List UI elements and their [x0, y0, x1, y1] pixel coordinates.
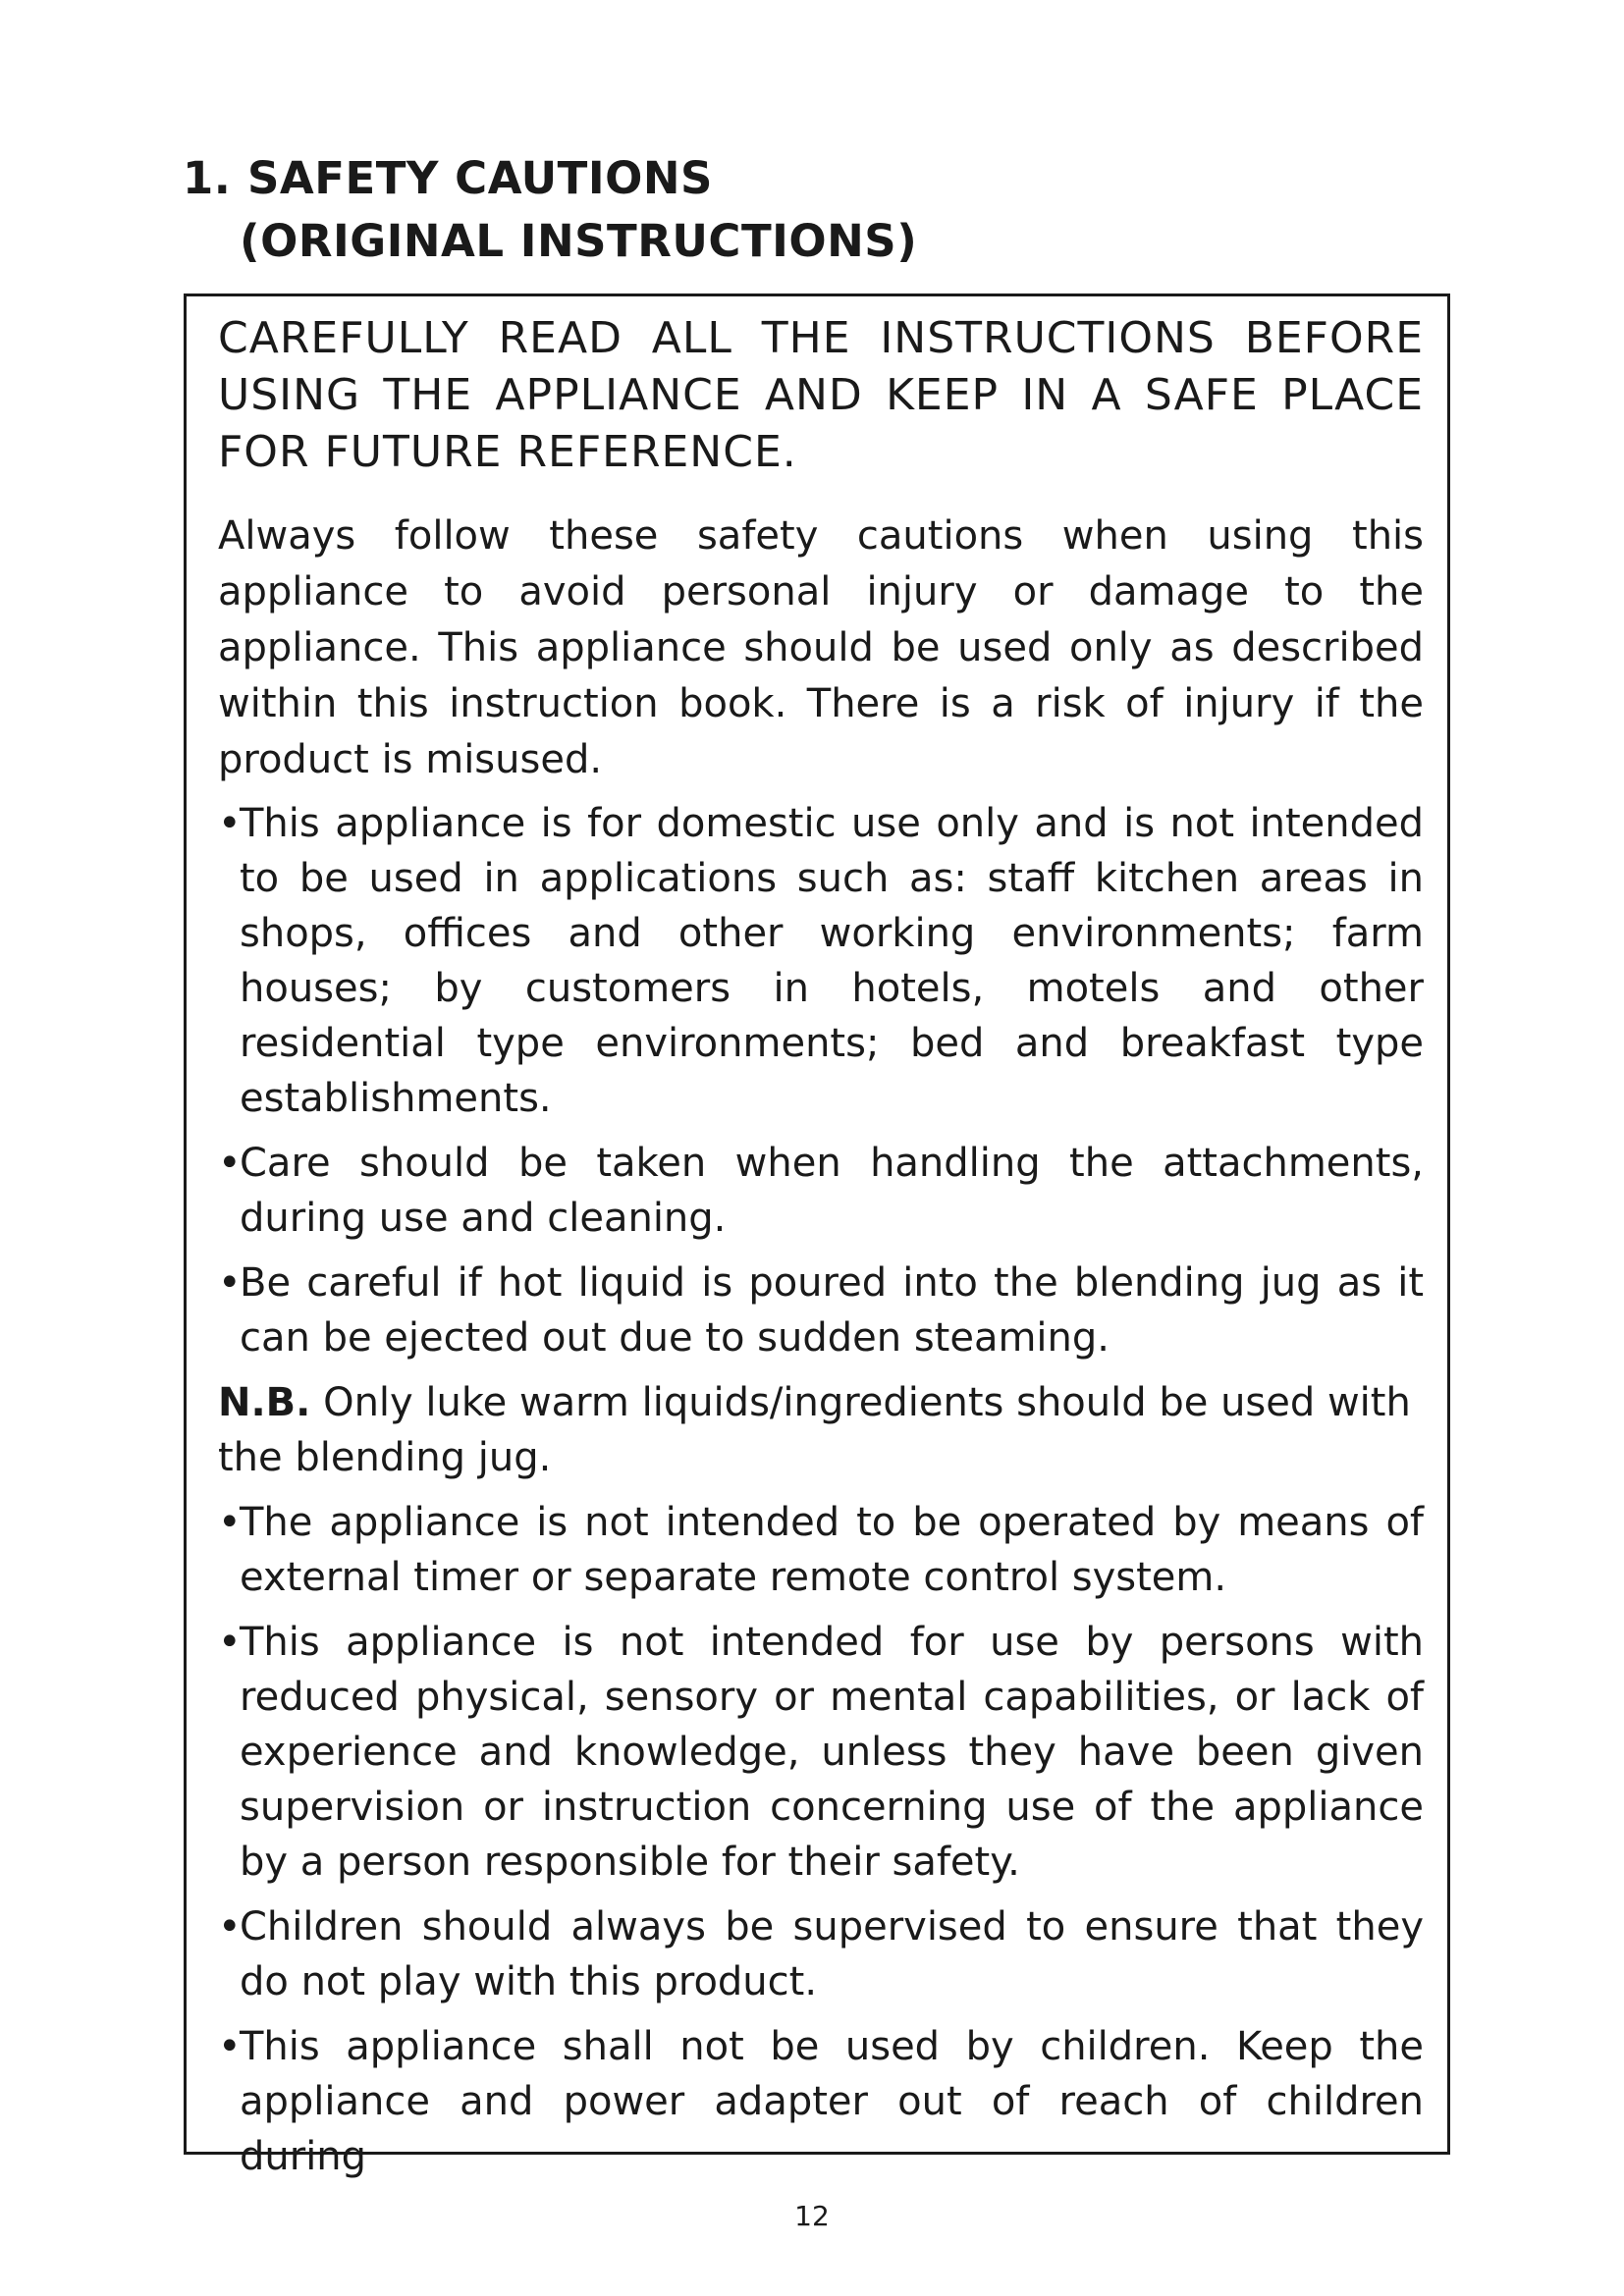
bullet-list-a — [218, 796, 1424, 1365]
list-item — [218, 1495, 1424, 1605]
bullet-icon: • — [218, 2024, 242, 2069]
bullet-icon: • — [218, 1904, 242, 1949]
section-heading — [183, 147, 917, 273]
section-number: 1. — [183, 152, 232, 204]
bullet-icon: • — [218, 1141, 242, 1186]
bullet-icon: • — [218, 1620, 242, 1665]
intro-paragraph: Always follow these safety cautions when using this appliance to avoid personal injury or damage to the appliance. This appliance should be used only as described within this instruction book. There is a risk of injury if the product is misused. — [218, 513, 1424, 782]
caps-notice: CAREFULLY READ ALL THE INSTRUCTIONS BEFORE USING THE APPLIANCE AND KEEP IN A SAFE PLACE FOR FUTURE REFERENCE. — [218, 313, 1424, 477]
list-item-text: This appliance is not intended for use by persons with reduced physical, sensory or mental capabilities, or lack of experience and knowledge, unless they have been given supervision or instruction concerning use of the appliance by a person responsible for their safety. — [240, 1620, 1424, 1885]
list-item — [218, 796, 1424, 1126]
list-item-text: Care should be taken when handling the attachments, during use and cleaning. — [240, 1141, 1424, 1241]
section-title-line2: (ORIGINAL INSTRUCTIONS) — [240, 215, 918, 267]
bullet-icon: • — [218, 1500, 242, 1545]
safety-box-content — [218, 310, 1424, 2194]
list-item — [218, 1899, 1424, 2009]
bullet-icon: • — [218, 1260, 242, 1306]
list-item — [218, 1136, 1424, 1246]
list-item-text: This appliance is for domestic use only and is not intended to be used in applications such as: staff kitchen areas in shops, offices and other working environments; farm houses; by customers in hotels, motels and other residential type environments; bed and breakfast type establishments. — [240, 801, 1424, 1121]
section-title-line1: SAFETY CAUTIONS — [247, 152, 713, 204]
bullet-list-b — [218, 1495, 1424, 2184]
list-item — [218, 1615, 1424, 1890]
list-item-text: This appliance shall not be used by children. Keep the appliance and power adapter out of reach of children during — [240, 2024, 1424, 2179]
page-number: 12 — [794, 2200, 830, 2232]
list-item — [218, 1255, 1424, 1365]
list-item-text: Children should always be supervised to ensure that they do not play with this product. — [240, 1904, 1424, 2004]
list-item — [218, 2019, 1424, 2184]
nb-note — [218, 1375, 1424, 1485]
list-item-text: The appliance is not intended to be operated by means of external timer or separate remote control system. — [240, 1500, 1424, 1600]
nb-text: Only luke warm liquids/ingredients should be used with the blending jug. — [218, 1380, 1411, 1480]
list-item-text: Be careful if hot liquid is poured into the blending jug as it can be ejected out due to sudden steaming. — [240, 1260, 1424, 1361]
safety-box — [184, 294, 1450, 2179]
nb-label: N.B. — [218, 1380, 311, 1425]
bullet-icon: • — [218, 801, 242, 846]
